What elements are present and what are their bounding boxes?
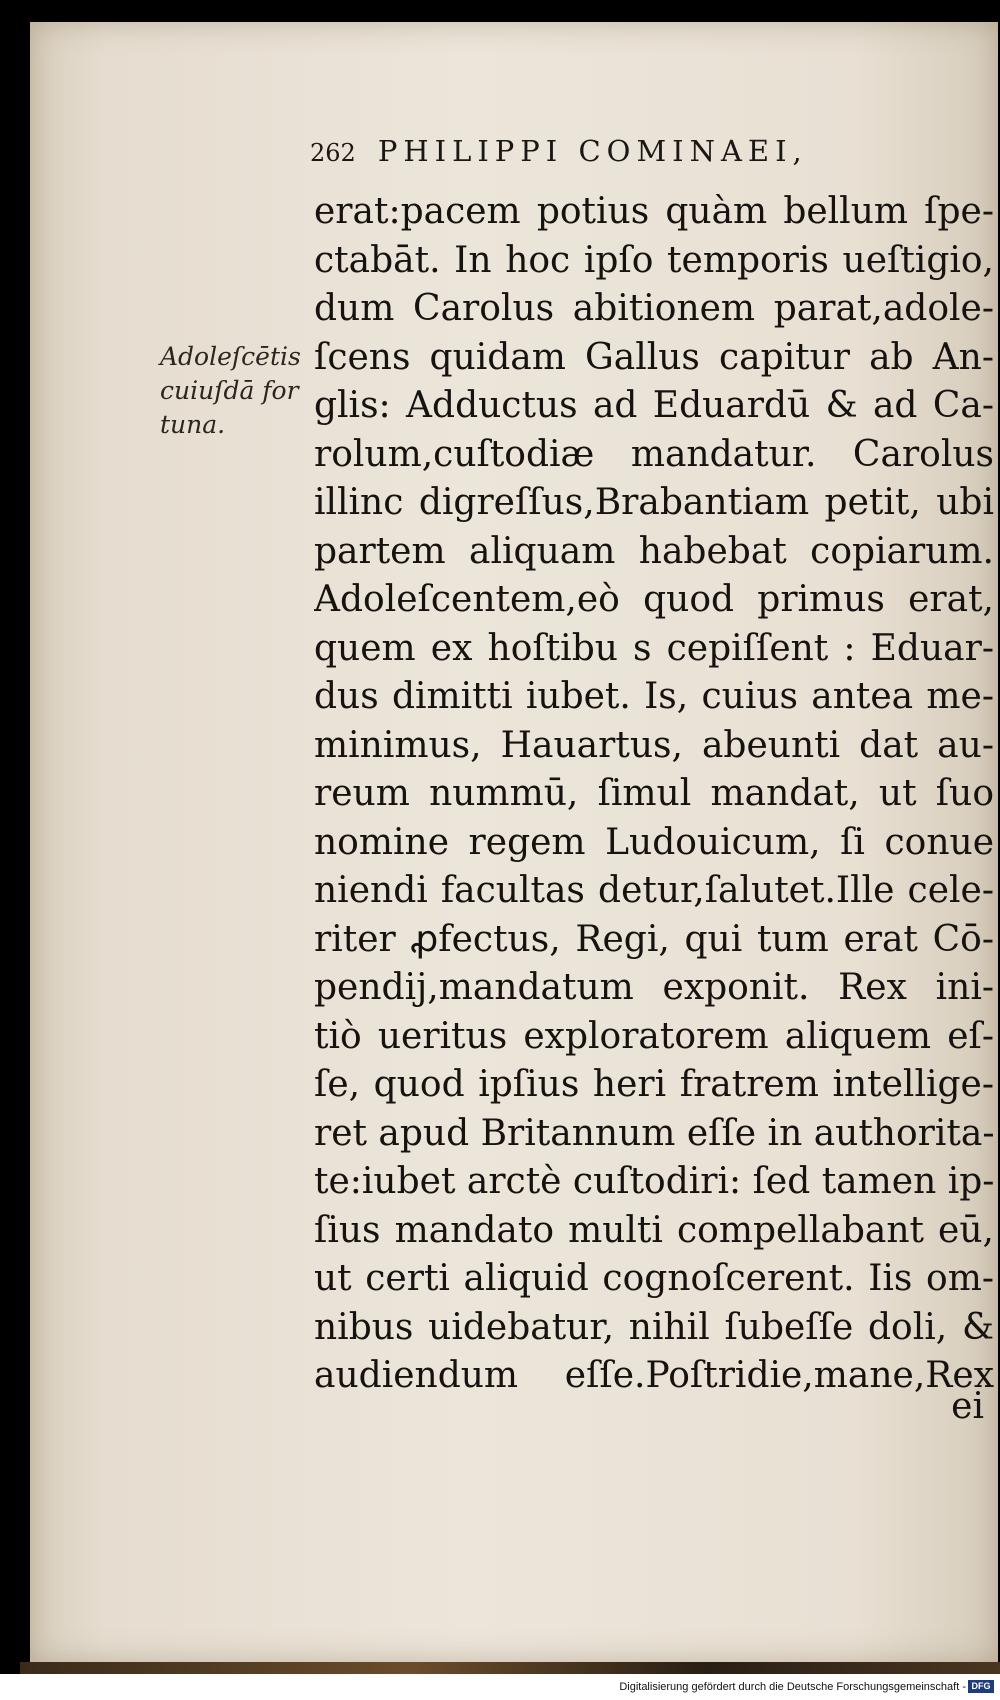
marginal-note-line: cuiuſdā for xyxy=(160,376,299,405)
text-line: riter ꝓfectus, Regi, qui tum erat Cō- xyxy=(314,918,994,960)
text-line: ret apud Britannum eſſe in authorita- xyxy=(314,1112,994,1154)
text-line: dum Carolus abitionem parat,adole- xyxy=(314,288,994,329)
text-line: ſcens quidam Gallus capitur ab An- xyxy=(314,336,994,378)
text-line: ſius mandato multi compellabant eū, xyxy=(314,1209,994,1251)
dfg-logo-icon: DFG xyxy=(968,1680,994,1693)
text-line: niendi facultas detur,ſalutet.Ille cele- xyxy=(314,870,994,911)
text-line: illinc digreſſus,Brabantiam petit, ubi xyxy=(314,482,994,523)
text-line: partem aliquam habebat copiarum. xyxy=(314,530,994,572)
text-line: tiò ueritus exploratorem aliquem eſ- xyxy=(314,1015,994,1057)
text-line: quem ex hoſtibu s cepiſſent : Eduar- xyxy=(314,627,994,669)
text-line: reum nummū, ſimul mandat, ut ſuo xyxy=(314,773,994,814)
running-head-title: PHILIPPI COMINAEI, xyxy=(377,134,808,168)
text-line: Adoleſcentem,eò quod primus erat, xyxy=(314,579,994,620)
text-line: erat:pacem potius quàm bellum ſpe- xyxy=(314,191,994,232)
text-line: nomine regem Ludouicum, ſi conue xyxy=(314,821,994,863)
text-line: ſe, quod ipſius heri fratrem intellige- xyxy=(314,1064,994,1105)
text-line: rolum,cuſtodiæ mandatur. Carolus xyxy=(314,433,994,475)
marginal-note xyxy=(160,340,301,442)
book-page xyxy=(30,22,998,1662)
marginal-note-line: Adoleſcētis xyxy=(160,342,301,371)
catchword: ei xyxy=(951,1386,984,1427)
body-text xyxy=(314,188,994,1401)
page-bottom-edge xyxy=(20,1662,1000,1674)
marginal-note-line: tuna. xyxy=(160,410,226,439)
text-line: ctabāt. In hoc ipſo temporis ueſtigio, xyxy=(314,239,994,281)
page-number: 262 xyxy=(310,139,356,167)
text-line: te:iubet arctè cuſtodiri: ſed tamen ip- xyxy=(314,1161,994,1202)
text-line: audiendum eſſe.Poſtridie,mane,Rex xyxy=(314,1355,994,1396)
text-line: dus dimitti iubet. Is, cuius antea me- xyxy=(314,676,994,717)
text-line: glis: Adductus ad Eduardū & ad Ca- xyxy=(314,385,994,426)
text-line: pendij,mandatum exponit. Rex ini- xyxy=(314,967,994,1008)
digitization-credit: Digitalisierung gefördert durch die Deutsche Forschungsgemeinschaft - xyxy=(619,1681,966,1693)
text-line: nibus uidebatur, nihil ſubeſſe doli, & xyxy=(314,1306,994,1348)
text-line: ut certi aliquid cognoſcerent. Iis om- xyxy=(314,1258,994,1299)
running-head xyxy=(310,134,808,168)
text-line: minimus, Hauartus, abeunti dat au- xyxy=(314,724,994,766)
